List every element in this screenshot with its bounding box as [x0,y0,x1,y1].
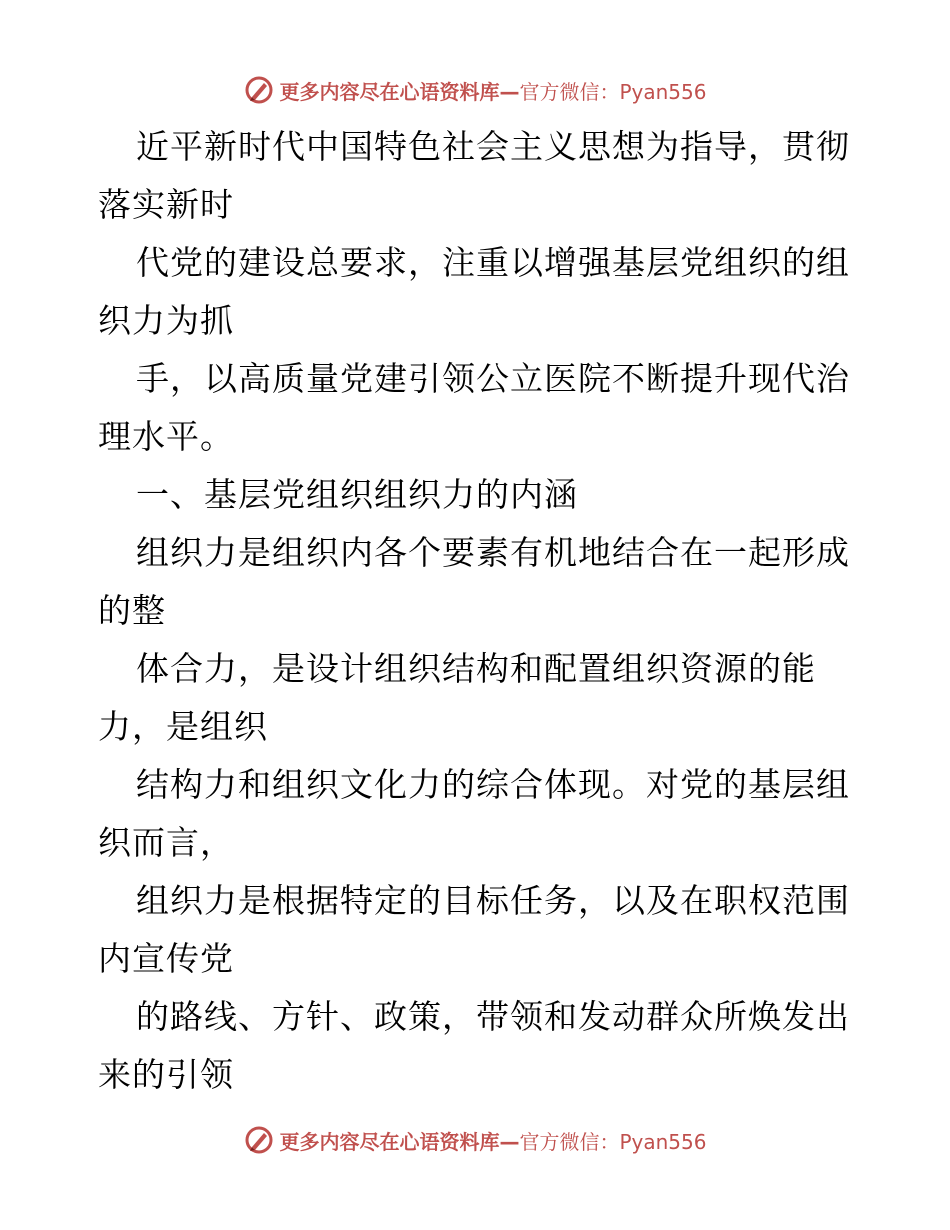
text-line: 织力为抓 [98,301,234,340]
text-line: 落实新时 [98,185,234,224]
header-banner [0,70,950,110]
text-line: 结构力和组织文化力的综合体现。对党的基层组 [136,765,850,804]
banner-wechat: 官方微信：Pyan556 [519,79,707,104]
text-line: 理水平。 [98,417,234,456]
banner-wechat: 官方微信：Pyan556 [519,1129,707,1154]
text-line: 代党的建设总要求，注重以增强基层党组织的组 [136,243,850,282]
banner-text: 更多内容尽在心语资料库— [279,1129,520,1154]
pen-logo-icon [243,74,275,106]
text-line: 的路线、方针、政策，带领和发动群众所焕发出 [136,997,850,1036]
section-heading: 一、基层党组织组织力的内涵 [136,475,578,514]
text-line: 来的引领 [98,1055,234,1094]
pen-logo-icon [243,1124,275,1156]
document-body [98,118,858,1104]
text-line: 组织力是组织内各个要素有机地结合在一起形成 [136,533,850,572]
footer-banner [0,1120,950,1160]
text-line: 组织力是根据特定的目标任务，以及在职权范围 [136,881,850,920]
text-line: 织而言， [98,823,234,862]
text-line: 手，以高质量党建引领公立医院不断提升现代治 [136,359,850,398]
banner-text: 更多内容尽在心语资料库— [279,79,520,104]
text-line: 力，是组织 [98,707,268,746]
text-line: 体合力，是设计组织结构和配置组织资源的能 [136,649,816,688]
text-line: 近平新时代中国特色社会主义思想为指导，贯彻 [136,127,850,166]
text-line: 内宣传党 [98,939,234,978]
text-line: 的整 [98,591,166,630]
